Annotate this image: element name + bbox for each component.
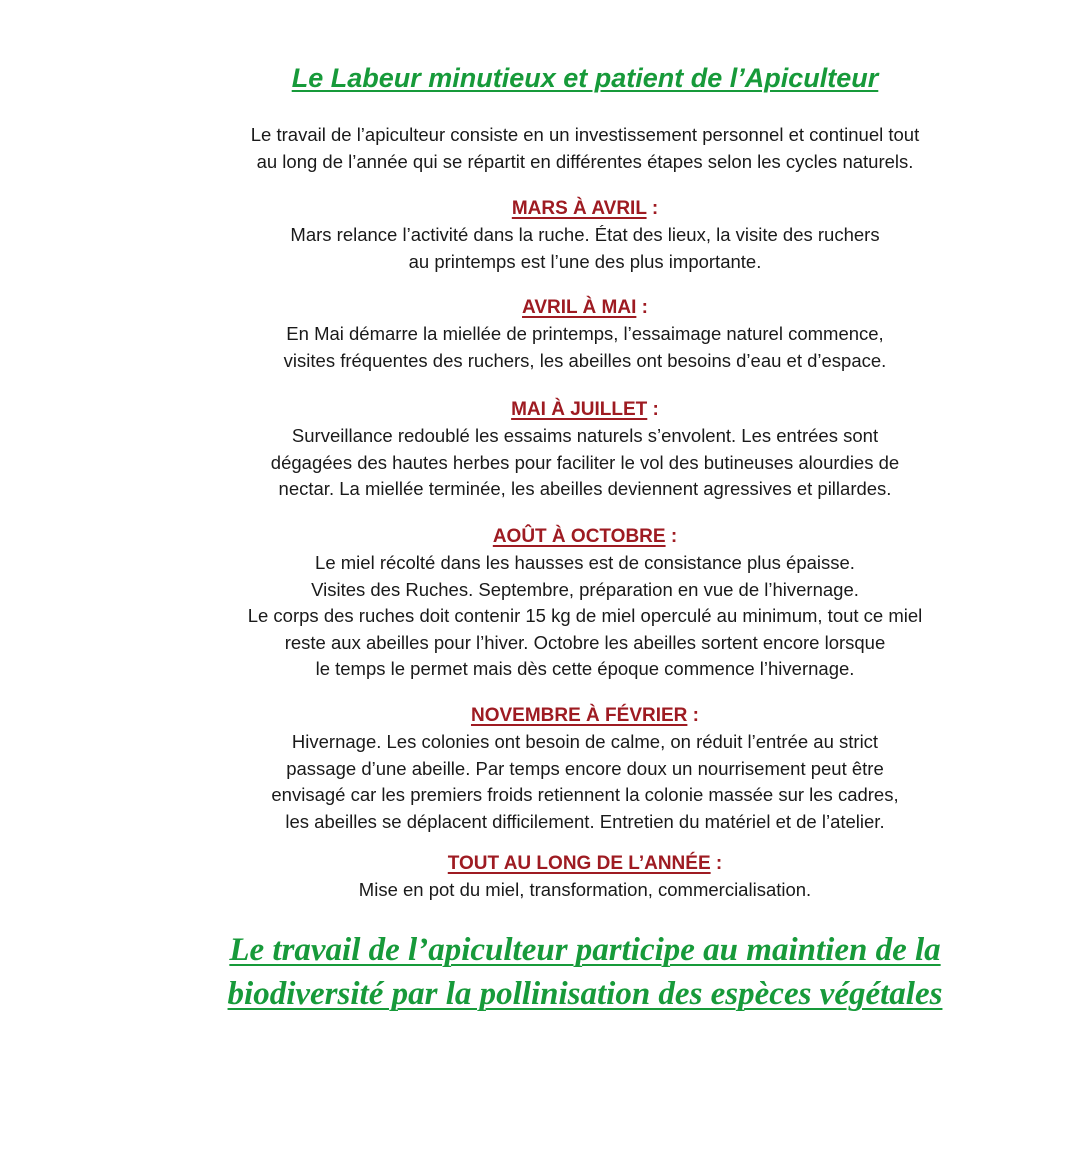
page-title: Le Labeur minutieux et patient de l’Apiculteur	[291, 63, 879, 93]
section-heading-label: TOUT AU LONG DE L’ANNÉE	[447, 853, 711, 874]
section-heading-label: AVRIL À MAI	[522, 297, 637, 318]
section-body	[185, 321, 985, 374]
section-heading	[185, 295, 985, 321]
section-heading-label: NOVEMBRE À FÉVRIER	[470, 705, 688, 726]
section-body	[185, 550, 985, 683]
section-mai-juillet	[185, 397, 985, 503]
section-heading-colon: :	[636, 297, 648, 318]
section-line: Surveillance redoublé les essaims naturels s’envolent. Les entrées sont	[291, 425, 879, 446]
section-line: Mise en pot du miel, transformation, commercialisation.	[358, 879, 812, 900]
section-line: Mars relance l’activité dans la ruche. État des lieux, la visite des ruchers	[290, 224, 880, 245]
section-body	[185, 423, 985, 503]
section-body	[185, 877, 985, 904]
section-body	[185, 729, 985, 835]
section-heading-label: MARS À AVRIL	[511, 198, 647, 219]
section-line: Visites des Ruches. Septembre, préparation en vue de l’hivernage.	[311, 578, 859, 600]
section-toute-annee	[185, 851, 985, 904]
section-heading-label: MAI À JUILLET	[511, 399, 648, 420]
section-heading-colon: :	[710, 853, 723, 874]
section-heading-colon: :	[646, 198, 659, 219]
section-line: envisagé car les premiers froids retiennent la colonie massée sur les cadres,	[271, 784, 899, 805]
section-heading-label: AOÛT À OCTOBRE	[492, 526, 666, 547]
section-mars-avril	[185, 196, 985, 275]
closing-line: Le travail de l’apiculteur participe au maintien de la	[229, 932, 941, 968]
closing-statement	[185, 928, 985, 1016]
intro-paragraph	[185, 121, 985, 175]
section-line: les abeilles se déplacent difficilement. Entretien du matériel et de l’atelier.	[285, 810, 885, 832]
section-line: au printemps est l’une des plus importante.	[408, 250, 762, 272]
section-line: reste aux abeilles pour l’hiver. Octobre les abeilles sortent encore lorsque	[284, 631, 886, 653]
section-line: Hivernage. Les colonies ont besoin de calme, on réduit l’entrée au strict	[291, 731, 879, 752]
section-line: Le miel récolté dans les hausses est de consistance plus épaisse.	[315, 552, 855, 573]
section-heading-colon: :	[665, 526, 678, 547]
section-heading-colon: :	[647, 399, 659, 420]
section-avril-mai	[185, 295, 985, 374]
section-heading	[185, 851, 985, 877]
section-aout-octobre	[185, 524, 985, 683]
section-line: visites fréquentes des ruchers, les abeilles ont besoins d’eau et d’espace.	[283, 349, 887, 371]
section-heading	[185, 397, 985, 423]
closing-line: biodiversité par la pollinisation des espèces végétales	[227, 976, 943, 1012]
section-line: le temps le permet mais dès cette époque commence l’hivernage.	[315, 658, 855, 679]
section-heading	[185, 524, 985, 550]
section-line: Le corps des ruches doit contenir 15 kg de miel operculé au minimum, tout ce miel	[247, 605, 923, 626]
intro-line: au long de l’année qui se répartit en différentes étapes selon les cycles naturels.	[256, 151, 914, 172]
section-line: dégagées des hautes herbes pour faciliter le vol des butineuses alourdies de	[270, 451, 900, 473]
section-novembre-fevrier	[185, 703, 985, 835]
intro-line: Le travail de l’apiculteur consiste en un investissement personnel et continuel tout	[250, 124, 920, 145]
section-body	[185, 222, 985, 275]
section-line: passage d’une abeille. Par temps encore doux un nourrisement peut être	[286, 757, 884, 779]
section-line: En Mai démarre la miellée de printemps, l’essaimage naturel commence,	[286, 323, 884, 344]
section-heading	[185, 196, 985, 222]
section-heading-colon: :	[687, 705, 700, 726]
section-line: nectar. La miellée terminée, les abeilles deviennent agressives et pillardes.	[278, 478, 892, 499]
section-heading	[185, 703, 985, 729]
